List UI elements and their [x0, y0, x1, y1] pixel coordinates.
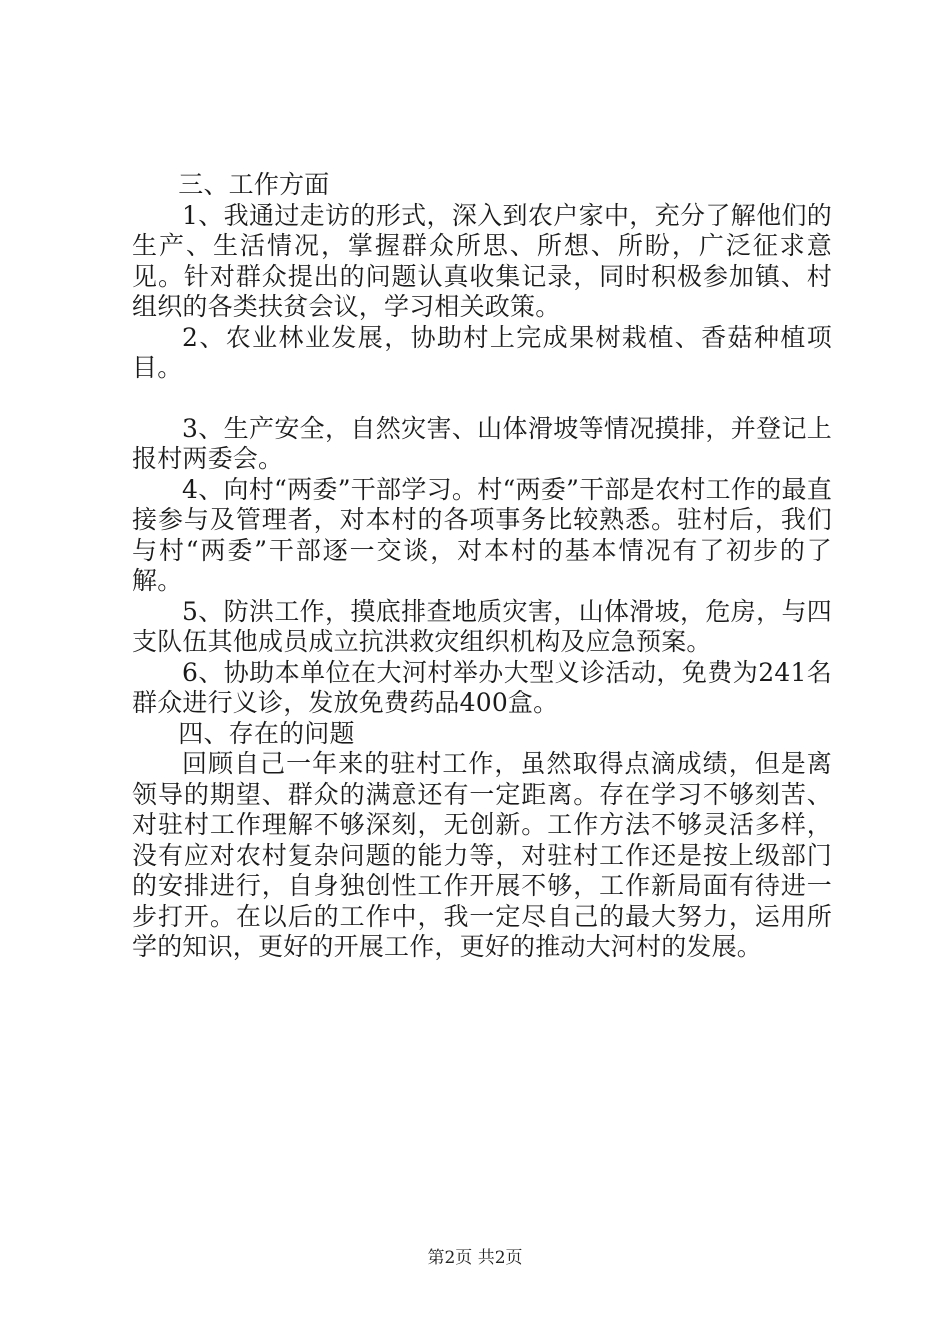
work-item-6: 6、协助本单位在大河村举办大型义诊活动，免费为241名群众进行义诊，发放免费药品400盒。 [132, 657, 832, 717]
work-item-3: 3、生产安全，自然灾害、山体滑坡等情况摸排，并登记上报村两委会。 [132, 413, 832, 473]
work-item-1: 1、我通过走访的形式，深入到农户家中，充分了解他们的生产、生活情况，掌握群众所思、所想、所盼，广泛征求意见。针对群众提出的问题认真收集记录，同时积极参加镇、村组织的各类扶贫会议，学习相关政策。 [132, 200, 832, 321]
document-body [132, 170, 832, 963]
section-heading-problems: 四、存在的问题 [178, 718, 355, 748]
page-number-footer: 第2页 共2页 [427, 1248, 523, 1268]
section-heading-work: 三、工作方面 [178, 170, 330, 199]
work-item-4: 4、向村“两委”干部学习。村“两委”干部是农村工作的最直接参与及管理者，对本村的各项事务比较熟悉。驻村后，我们与村“两委”干部逐一交谈，对本村的基本情况有了初步的了解。 [132, 474, 832, 595]
review-paragraph: 回顾自己一年来的驻村工作，虽然取得点滴成绩，但是离领导的期望、群众的满意还有一定距离。存在学习不够刻苦、对驻村工作理解不够深刻，无创新。工作方法不够灵活多样，没有应对农村复杂问题的能力等，对驻村工作还是按上级部门的安排进行，自身独创性工作开展不够，工作新局面有待进一步打开。在以后的工作中，我一定尽自己的最大努力，运用所学的知识，更好的开展工作，更好的推动大河村的发展。 [132, 749, 832, 961]
work-item-5: 5、防洪工作，摸底排查地质灾害，山体滑坡，危房，与四支队伍其他成员成立抗洪救灾组织机构及应急预案。 [132, 596, 832, 656]
work-item-2: 2、农业林业发展，协助村上完成果树栽植、香菇种植项目。 [132, 322, 832, 382]
